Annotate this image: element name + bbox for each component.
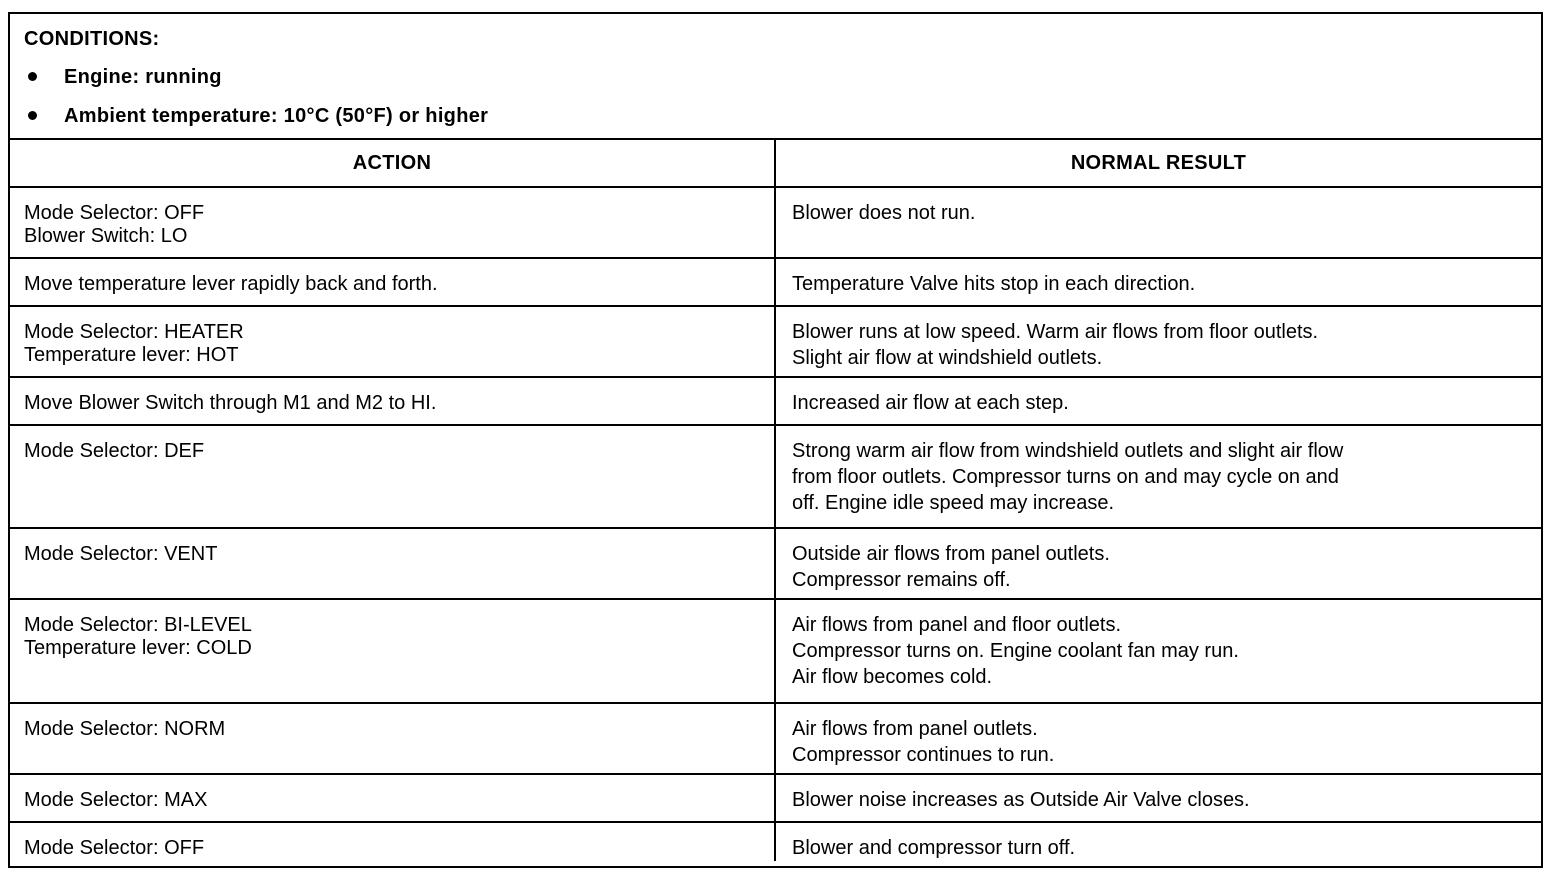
action-cell [10, 306, 775, 377]
action-cell [10, 258, 775, 306]
action-cell [10, 599, 775, 703]
result-text: Temperature Valve hits stop in each direction. [792, 273, 1196, 295]
result-text: Blower noise increases as Outside Air Valve closes. [792, 789, 1250, 811]
table-row [10, 599, 1541, 703]
result-text: Air flows from panel and floor outlets. [792, 614, 1122, 636]
result-cell [775, 425, 1541, 528]
action-text: Mode Selector: NORM [24, 718, 226, 740]
action-cell [10, 187, 775, 258]
result-cell [775, 377, 1541, 425]
action-cell [10, 703, 775, 774]
bullet-icon [28, 72, 37, 81]
action-text: Temperature lever: HOT [24, 344, 239, 366]
result-cell [775, 258, 1541, 306]
header-action: ACTION [10, 140, 775, 187]
condition-text: Engine: running [64, 66, 222, 88]
result-text: Slight air flow at windshield outlets. [792, 347, 1103, 369]
action-cell [10, 425, 775, 528]
result-cell [775, 774, 1541, 822]
result-cell [775, 703, 1541, 774]
action-cell [10, 774, 775, 822]
conditions-box [10, 14, 1541, 140]
condition-text: Ambient temperature: 10°C (50°F) or higher [64, 105, 489, 127]
table-row [10, 822, 1541, 861]
action-result-table [10, 140, 1541, 861]
action-cell [10, 377, 775, 425]
action-text: Mode Selector: OFF [24, 202, 205, 224]
bullet-icon [28, 111, 37, 120]
table-header-row [10, 140, 1541, 187]
action-text: Mode Selector: BI-LEVEL [24, 614, 252, 636]
action-text: Blower Switch: LO [24, 225, 188, 247]
result-text: Strong warm air flow from windshield outlets and slight air flow [792, 440, 1344, 462]
action-text: Mode Selector: MAX [24, 789, 208, 811]
result-text: Blower does not run. [792, 202, 976, 224]
table-row [10, 425, 1541, 528]
action-text: Mode Selector: DEF [24, 440, 205, 462]
result-cell [775, 528, 1541, 599]
procedure-frame [8, 12, 1543, 868]
action-text: Mode Selector: HEATER [24, 321, 244, 343]
table-row [10, 528, 1541, 599]
result-text: Air flow becomes cold. [792, 666, 993, 688]
condition-item [24, 103, 1541, 142]
table-row [10, 258, 1541, 306]
table-row [10, 377, 1541, 425]
conditions-title: CONDITIONS: [24, 28, 160, 50]
condition-item [24, 64, 1541, 103]
result-text: Increased air flow at each step. [792, 392, 1069, 414]
action-text: Mode Selector: OFF [24, 837, 205, 859]
table-row [10, 774, 1541, 822]
action-text: Temperature lever: COLD [24, 637, 252, 659]
result-text: Blower and compressor turn off. [792, 837, 1076, 859]
result-text: off. Engine idle speed may increase. [792, 492, 1115, 514]
table-row [10, 187, 1541, 258]
result-text: Air flows from panel outlets. [792, 718, 1038, 740]
action-cell [10, 822, 775, 861]
header-normal-result: NORMAL RESULT [775, 140, 1541, 187]
action-text: Move temperature lever rapidly back and forth. [24, 273, 438, 295]
action-text: Move Blower Switch through M1 and M2 to HI. [24, 392, 437, 414]
result-text: Compressor remains off. [792, 569, 1011, 591]
result-cell [775, 822, 1541, 861]
result-cell [775, 599, 1541, 703]
result-cell [775, 187, 1541, 258]
result-text: Outside air flows from panel outlets. [792, 543, 1110, 565]
table-row [10, 306, 1541, 377]
action-cell [10, 528, 775, 599]
table-row [10, 703, 1541, 774]
result-text: Compressor turns on. Engine coolant fan may run. [792, 640, 1239, 662]
result-text: Blower runs at low speed. Warm air flows from floor outlets. [792, 321, 1319, 343]
result-text: Compressor continues to run. [792, 744, 1055, 766]
result-cell [775, 306, 1541, 377]
action-text: Mode Selector: VENT [24, 543, 218, 565]
result-text: from floor outlets. Compressor turns on and may cycle on and [792, 466, 1339, 488]
